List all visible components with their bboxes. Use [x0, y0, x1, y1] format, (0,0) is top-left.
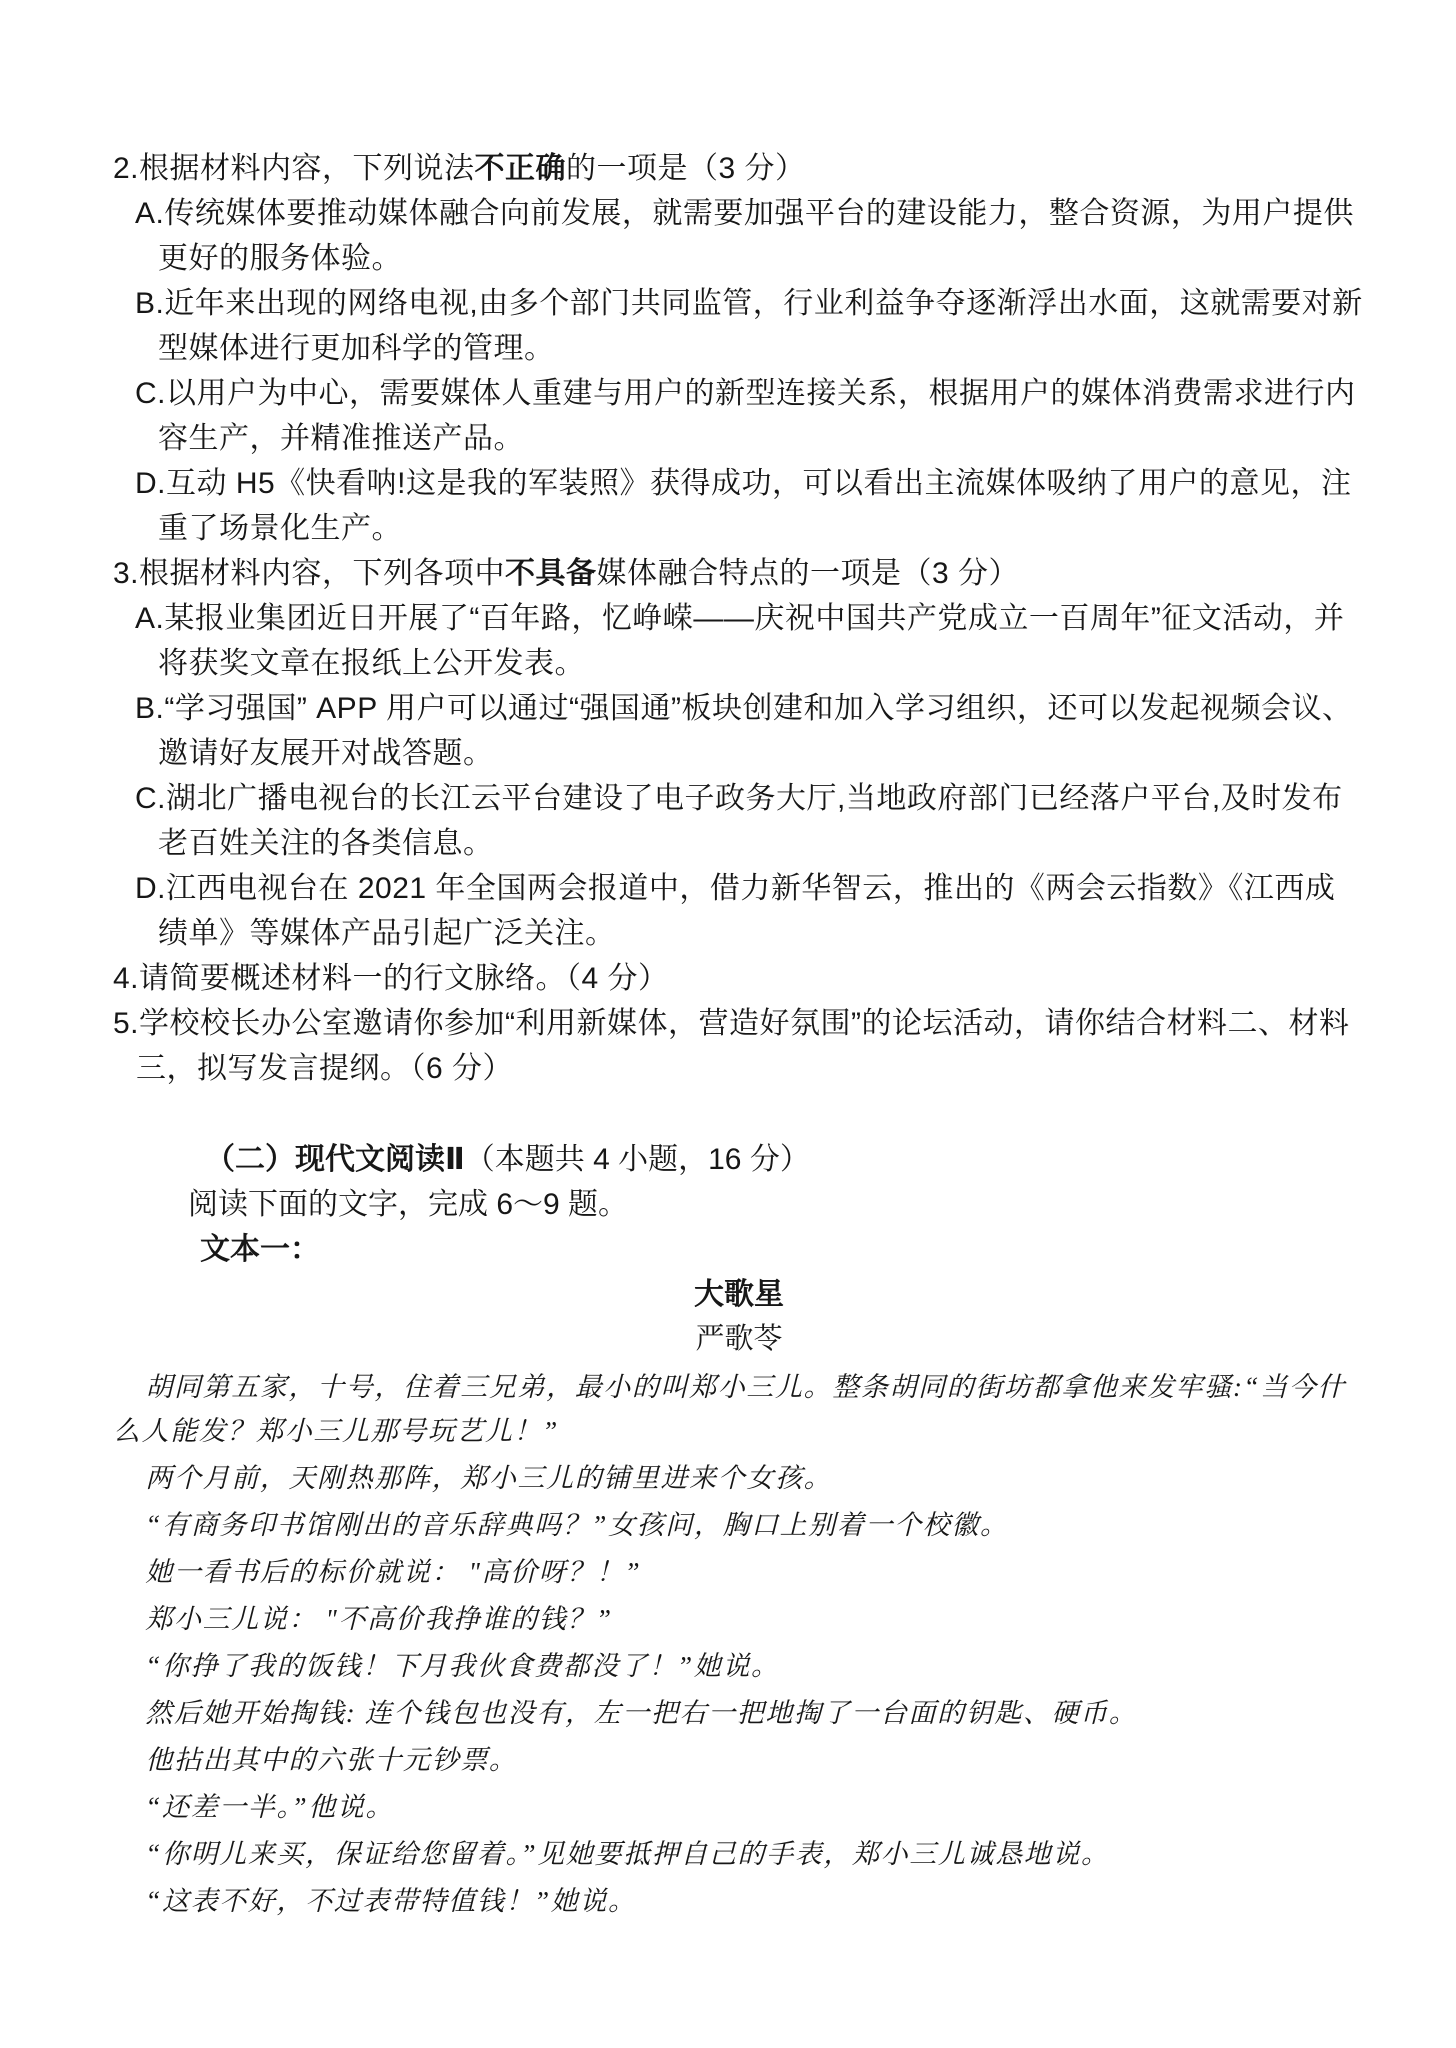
question-2-option-a: [113, 191, 1365, 281]
question-2-option-c: [113, 371, 1365, 461]
question-2-option-b: [113, 281, 1365, 371]
page-content: [113, 146, 1365, 1926]
story-paragraph: 郑小三儿说： "不高价我挣谁的钱？”: [145, 1604, 613, 1634]
option-text: “学习强国” APP 用户可以通过“强国通”板块创建和加入学习组织，还可以发起视频会议、邀请好友展开对战答题。: [158, 692, 1353, 770]
section-heading: [205, 1137, 1365, 1182]
option-text: 江西电视台在 2021 年全国两会报道中，借力新华智云，推出的《两会云指数》《江西成绩单》等媒体产品引起广泛关注。: [158, 872, 1336, 950]
question-2-stem: 2.根据材料内容，下列说法不正确的一项是（3 分）: [113, 152, 806, 185]
reading-section: [113, 1137, 1365, 1923]
story-paragraph: “你明儿来买，保证给您留着。”见她要抵押自己的手表，郑小三儿诚恳地说。: [145, 1839, 1110, 1869]
story-paragraph: “有商务印书馆刚出的音乐辞典吗？”女孩问，胸口上别着一个校徽。: [145, 1510, 1009, 1540]
option-text: 互动 H5《快看呐!这是我的军装照》获得成功，可以看出主流媒体吸纳了用户的意见，注重了场景化生产。: [158, 467, 1352, 545]
question-3-number: 3.: [113, 557, 140, 590]
question-5-stem: 5.学校校长办公室邀请你参加“利用新媒体，营造好氛围”的论坛活动，请你结合材料二、材料三，拟写发言提纲。（6 分）: [113, 1007, 1350, 1085]
story-body: [113, 1365, 1365, 1923]
story-paragraph: “这表不好，不过表带特值钱！”她说。: [145, 1886, 637, 1916]
question-2-number: 2.: [113, 152, 140, 185]
section-instruction: 阅读下面的文字，完成 6～9 题。: [188, 1188, 629, 1221]
story-paragraph: 两个月前，天刚热那阵，郑小三儿的铺里进来个女孩。: [145, 1463, 833, 1493]
option-label: D.: [135, 872, 166, 905]
option-label: D.: [135, 467, 166, 500]
story-paragraph: “你挣了我的饭钱！下月我伙食费都没了！”她说。: [145, 1651, 780, 1681]
option-text: 湖北广播电视台的长江云平台建设了电子政务大厅,当地政府部门已经落户平台,及时发布老百姓关注的各类信息。: [158, 782, 1343, 860]
story-paragraph: “还差一半。”他说。: [145, 1792, 395, 1822]
story-author: 严歌苓: [695, 1323, 783, 1355]
question-4-number: 4.: [113, 962, 140, 995]
question-2-stem-bold: 不正确: [474, 152, 567, 185]
section-heading-title: （二）现代文阅读Ⅱ: [205, 1143, 465, 1176]
story-paragraph: 然后她开始掏钱: 连个钱包也没有，左一把右一把地掏了一台面的钥匙、硬币。: [145, 1698, 1138, 1728]
story-paragraph: 胡同第五家，十号，住着三兄弟，最小的叫郑小三儿。整条胡同的街坊都拿他来发牢骚:“当今什么人能发？郑小三儿那号玩艺儿！”: [113, 1372, 1347, 1446]
question-3-stem-bold: 不具备: [505, 557, 597, 590]
option-text: 传统媒体要推动媒体融合向前发展，就需要加强平台的建设能力，整合资源，为用户提供更好的服务体验。: [158, 197, 1354, 275]
option-label: B.: [135, 692, 165, 725]
question-2: [113, 146, 1365, 551]
text-one-label: 文本一：: [200, 1233, 320, 1266]
option-text: 某报业集团近日开展了“百年路，忆峥嵘——庆祝中国共产党成立一百周年”征文活动，并将获奖文章在报纸上公开发表。: [158, 602, 1345, 680]
story-paragraph: 她一看书后的标价就说： "高价呀？！”: [145, 1557, 642, 1587]
question-3-option-b: [113, 686, 1365, 776]
story-paragraph: 他拈出其中的六张十元钞票。: [145, 1745, 518, 1775]
question-3-option-c: [113, 776, 1365, 866]
option-label: C.: [135, 377, 166, 410]
question-3: [113, 551, 1365, 956]
option-label: B.: [135, 287, 165, 320]
question-3-stem: 3.根据材料内容，下列各项中不具备媒体融合特点的一项是（3 分）: [113, 557, 1020, 590]
story-title: 大歌星: [694, 1278, 784, 1311]
option-label: A.: [135, 602, 165, 635]
question-3-option-d: [113, 866, 1365, 956]
question-2-option-d: [113, 461, 1365, 551]
question-5: [113, 1001, 1365, 1091]
option-text: 以用户为中心，需要媒体人重建与用户的新型连接关系，根据用户的媒体消费需求进行内容生产，并精准推送产品。: [158, 377, 1356, 455]
question-5-number: 5.: [113, 1007, 140, 1040]
section-heading-meta: （本题共 4 小题，16 分）: [464, 1143, 810, 1176]
question-3-option-a: [113, 596, 1365, 686]
option-label: C.: [135, 782, 166, 815]
question-4: [113, 956, 1365, 1001]
question-4-stem: 4.请简要概述材料一的行文脉络。（4 分）: [113, 962, 669, 995]
option-label: A.: [135, 197, 165, 230]
option-text: 近年来出现的网络电视,由多个部门共同监管，行业利益争夺逐渐浮出水面，这就需要对新型媒体进行更加科学的管理。: [158, 287, 1363, 365]
